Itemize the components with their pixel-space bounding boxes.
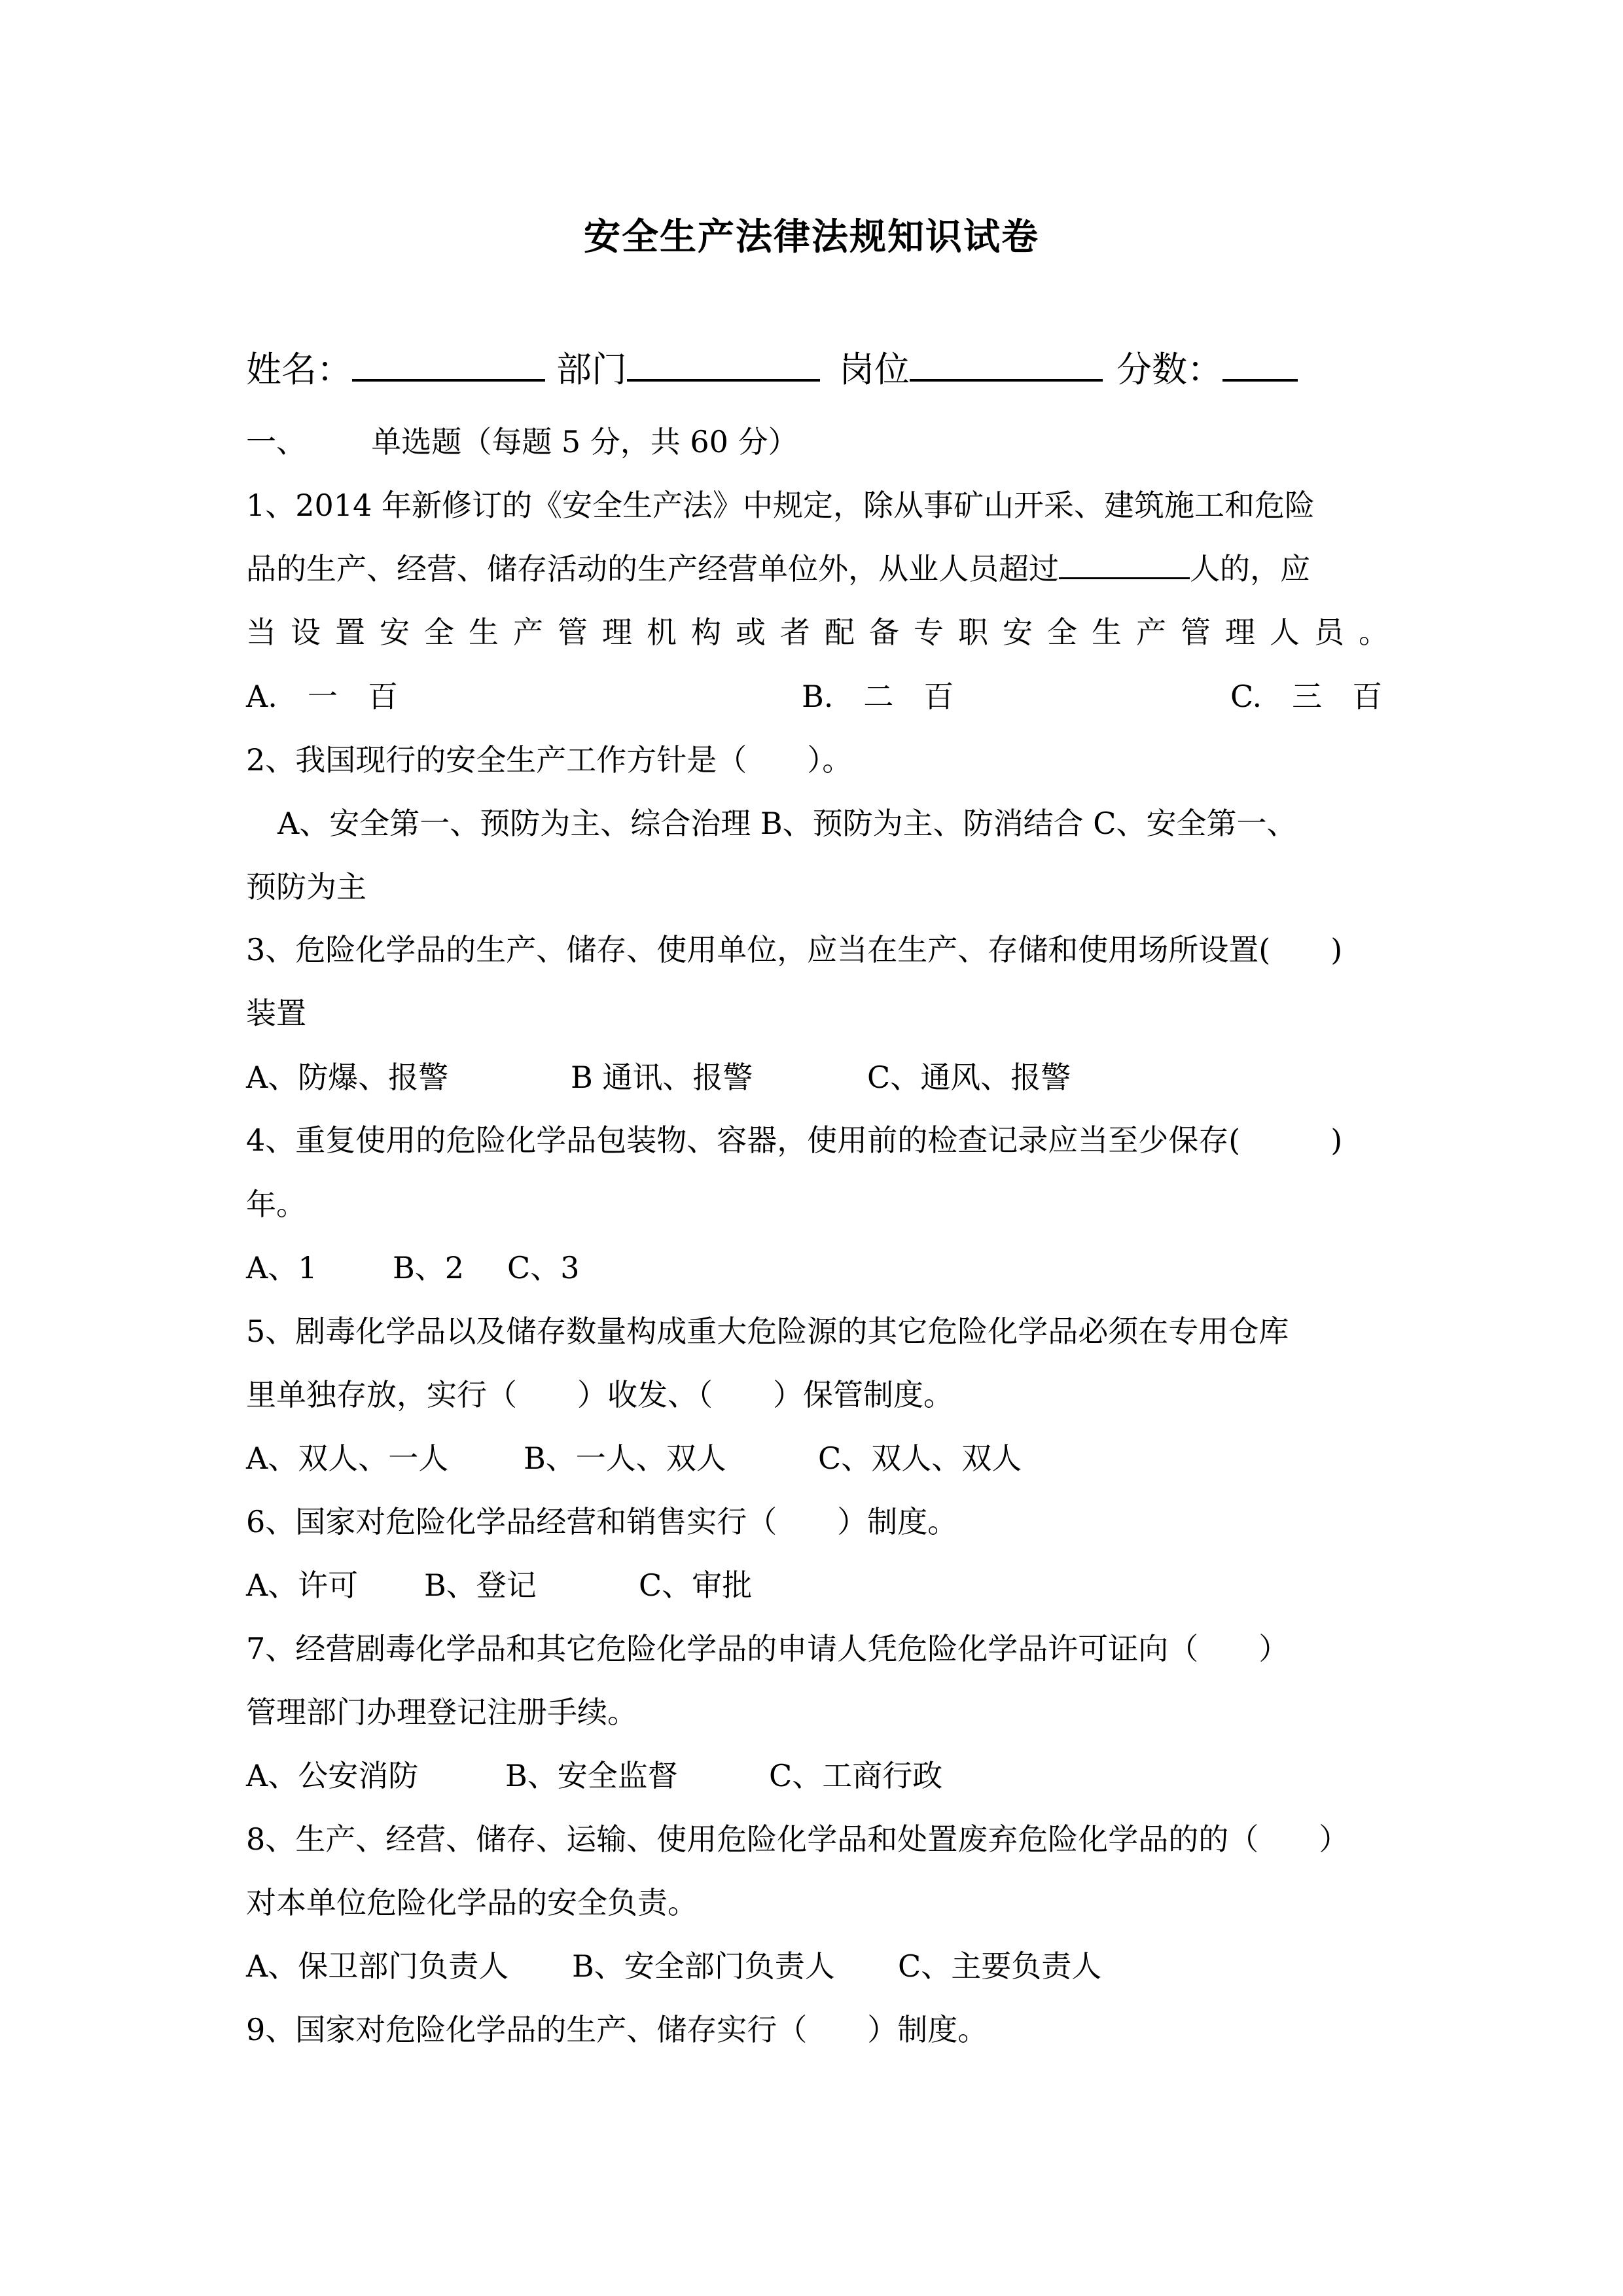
question-4-option-a[interactable]: A、1 <box>246 1250 317 1285</box>
question-2-line-1: 2、我国现行的安全生产工作方针是（ ）。 <box>246 742 853 778</box>
question-7-option-a[interactable]: A、公安消防 <box>246 1758 419 1793</box>
question-3-line-2: 装置 <box>246 996 306 1031</box>
question-6-line-1: 6、国家对危险化学品经营和销售实行（ ）制度。 <box>246 1504 958 1539</box>
question-3-line-1: 3、危险化学品的生产、储存、使用单位，应当在生产、存储和使用场所设置( ) <box>246 932 1343 967</box>
section-heading <box>246 422 798 461</box>
question-2-options-cont[interactable]: 预防为主 <box>246 869 366 905</box>
question-5-option-c[interactable]: C、双人、双人 <box>818 1441 1022 1476</box>
question-5-line-1: 5、剧毒化学品以及储存数量构成重大危险源的其它危险化学品必须在专用仓库 <box>246 1314 1289 1349</box>
question-8-option-c[interactable]: C、主要负责人 <box>898 1948 1102 1984</box>
section-title: 单选题（每题 5 分，共 60 分） <box>371 424 798 459</box>
question-3-option-c[interactable]: C、通风、报警 <box>867 1060 1071 1095</box>
question-8-line-2: 对本单位危险化学品的安全负责。 <box>246 1885 698 1920</box>
dept-field[interactable] <box>556 342 820 392</box>
score-blank[interactable] <box>1222 342 1298 382</box>
question-1-text: 品的生产、经营、储存活动的生产经营单位外，从业人员超过 <box>246 551 1059 586</box>
question-8-option-b[interactable]: B、安全部门负责人 <box>572 1948 835 1984</box>
name-blank[interactable] <box>352 342 545 382</box>
question-1-line-2 <box>246 548 1310 588</box>
name-field[interactable] <box>246 342 545 392</box>
question-1-answer-blank[interactable] <box>1059 548 1190 579</box>
question-1-line-3: 当设置安全生产管理机构或者配备专职安全生产管理人员。 <box>246 615 1403 650</box>
name-label: 姓名： <box>246 349 352 390</box>
candidate-info-row <box>246 342 1391 394</box>
question-9-line-1: 9、国家对危险化学品的生产、储存实行（ ）制度。 <box>246 2012 988 2047</box>
post-field[interactable] <box>839 342 1103 392</box>
question-4-option-c[interactable]: C、3 <box>507 1250 580 1285</box>
question-1-text-tail: 人的，应 <box>1190 551 1310 586</box>
question-1-option-a[interactable]: A. 一 百 <box>246 679 398 714</box>
question-6-option-b[interactable]: B、登记 <box>424 1568 537 1603</box>
question-7-option-c[interactable]: C、工商行政 <box>769 1758 943 1793</box>
question-2-options[interactable]: A、安全第一、预防为主、综合治理 B、预防为主、防消结合 C、安全第一、 <box>277 806 1297 841</box>
question-7-line-1: 7、经营剧毒化学品和其它危险化学品的申请人凭危险化学品许可证向（ ） <box>246 1631 1289 1666</box>
question-3-option-b[interactable]: B 通讯、报警 <box>571 1060 753 1095</box>
question-1-line-1: 1、2014 年新修订的《安全生产法》中规定，除从事矿山开采、建筑施工和危险 <box>246 488 1315 523</box>
question-1-option-c[interactable]: C. 三 百 <box>1230 679 1383 714</box>
question-3-option-a[interactable]: A、防爆、报警 <box>246 1060 449 1095</box>
dept-label: 部门 <box>556 349 627 390</box>
section-number: 一、 <box>246 424 306 459</box>
question-5-option-a[interactable]: A、双人、一人 <box>246 1441 449 1476</box>
exam-title: 安全生产法律法规知识试卷 <box>584 215 1039 259</box>
question-1-option-b[interactable]: B. 二 百 <box>802 679 954 714</box>
score-field[interactable] <box>1116 342 1298 392</box>
dept-blank[interactable] <box>627 342 820 382</box>
question-6-option-c[interactable]: C、审批 <box>639 1568 753 1603</box>
question-6-option-a[interactable]: A、许可 <box>246 1568 359 1603</box>
question-5-line-2: 里单独存放，实行（ ）收发、（ ）保管制度。 <box>246 1377 954 1412</box>
question-8-line-1: 8、生产、经营、储存、运输、使用危险化学品和处置废弃危险化学品的的（ ） <box>246 1821 1349 1857</box>
question-5-option-b[interactable]: B、一人、双人 <box>524 1441 726 1476</box>
question-8-option-a[interactable]: A、保卫部门负责人 <box>246 1948 509 1984</box>
question-7-line-2: 管理部门办理登记注册手续。 <box>246 1695 637 1730</box>
question-7-option-b[interactable]: B、安全监督 <box>505 1758 678 1793</box>
question-4-line-2: 年。 <box>246 1187 306 1222</box>
question-4-option-b[interactable]: B、2 <box>393 1250 465 1285</box>
question-4-line-1: 4、重复使用的危险化学品包装物、容器，使用前的检查记录应当至少保存( ) <box>246 1122 1343 1158</box>
score-label: 分数： <box>1116 349 1222 390</box>
post-label: 岗位 <box>839 349 910 390</box>
post-blank[interactable] <box>910 342 1103 382</box>
